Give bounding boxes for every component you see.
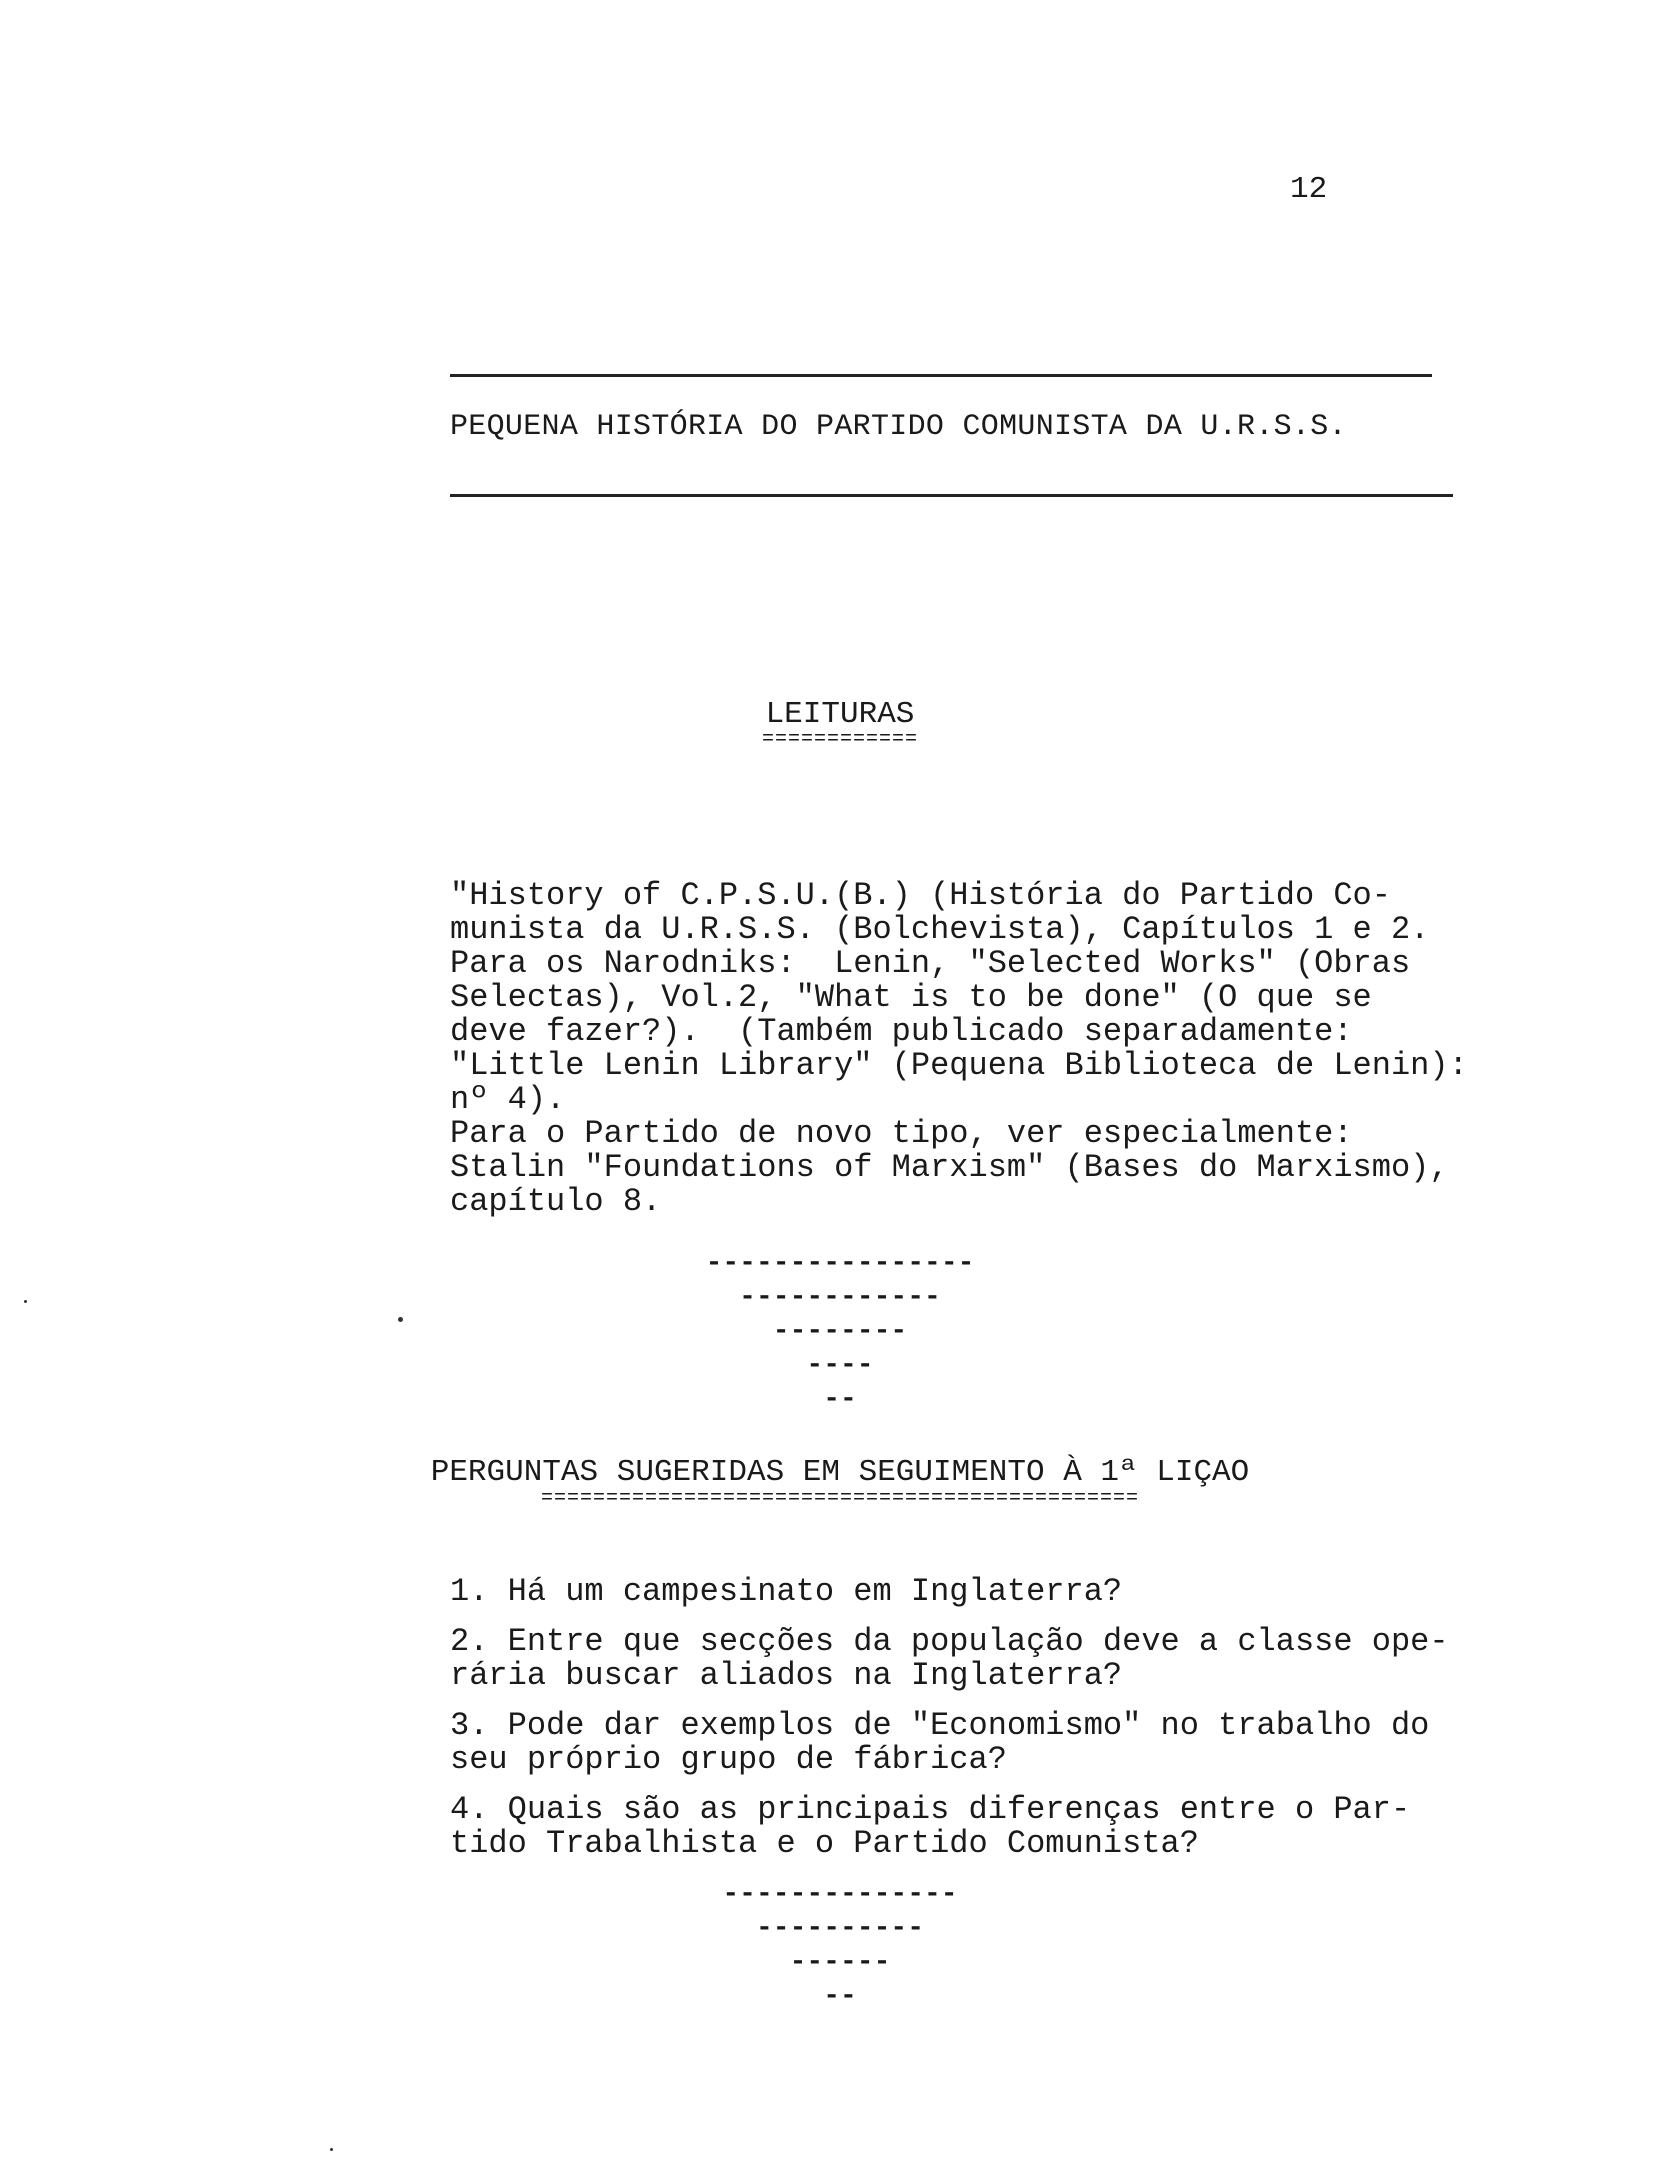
question-line: rária buscar aliados na Inglaterra? xyxy=(450,1657,1123,1694)
separator-line: ---------- xyxy=(755,1913,925,1944)
reading-line: capítulo 8. xyxy=(450,1183,662,1220)
question-item xyxy=(450,1625,1570,1693)
question-line: seu próprio grupo de fábrica? xyxy=(450,1741,1007,1778)
separator-line: ------------ xyxy=(739,1282,941,1313)
reading-line: Stalin "Foundations of Marxism" (Bases do Marxismo), xyxy=(450,1149,1449,1186)
question-item xyxy=(450,1793,1570,1861)
title-rule-top xyxy=(450,374,1432,377)
separator-top xyxy=(0,1247,1680,1417)
questions-list xyxy=(450,1575,1570,1877)
readings-heading: LEITURAS xyxy=(765,697,915,732)
reading-line: munista da U.R.S.S. (Bolchevista), Capítulos 1 e 2. xyxy=(450,911,1430,948)
separator-line: ---------------- xyxy=(705,1248,975,1279)
title-rule-bottom xyxy=(450,494,1453,497)
question-line: 4. Quais são as principais diferenças entre o Par- xyxy=(450,1791,1411,1828)
reading-line: "History of C.P.S.U.(B.) (História do Partido Co- xyxy=(450,877,1391,914)
reading-line: Para os Narodniks: Lenin, "Selected Works" (Obras xyxy=(450,945,1411,982)
scan-speck xyxy=(24,1300,27,1303)
questions-heading: PERGUNTAS SUGERIDAS EM SEGUIMENTO À 1ª LIÇAO xyxy=(430,1455,1250,1490)
question-line: 1. Há um campesinato em Inglaterra? xyxy=(450,1573,1123,1610)
readings-text xyxy=(450,879,1550,1219)
question-item xyxy=(450,1575,1570,1609)
separator-bottom xyxy=(0,1878,1680,2014)
separator-line: -- xyxy=(823,1981,857,2012)
question-line: 2. Entre que secções da população deve a classe ope- xyxy=(450,1623,1449,1660)
scan-speck xyxy=(330,2148,333,2151)
document-title: PEQUENA HISTÓRIA DO PARTIDO COMUNISTA DA U.R.S.S. xyxy=(450,410,1347,444)
separator-line: ------ xyxy=(789,1947,891,1978)
reading-line: deve fazer?). (Também publicado separadamente: xyxy=(450,1013,1353,1050)
separator-line: -------------- xyxy=(722,1879,958,1910)
question-line: 3. Pode dar exemplos de "Economismo" no trabalho do xyxy=(450,1707,1430,1744)
scan-speck xyxy=(398,1317,403,1322)
reading-line: Para o Partido de novo tipo, ver especialmente: xyxy=(450,1115,1353,1152)
page-number: 12 xyxy=(1290,172,1328,207)
reading-line: "Little Lenin Library" (Pequena Biblioteca de Lenin): xyxy=(450,1047,1468,1084)
separator-line: -------- xyxy=(772,1316,908,1347)
separator-line: -- xyxy=(823,1384,857,1415)
reading-line: nº 4). xyxy=(450,1081,566,1118)
readings-heading-underline: ============ xyxy=(761,728,919,751)
questions-heading-underline: ============================================== xyxy=(540,1487,1140,1510)
question-item xyxy=(450,1709,1570,1777)
question-line: tido Trabalhista e o Partido Comunista? xyxy=(450,1825,1199,1862)
reading-line: Selectas), Vol.2, "What is to be done" (O que se xyxy=(450,979,1372,1016)
separator-line: ---- xyxy=(806,1350,874,1381)
